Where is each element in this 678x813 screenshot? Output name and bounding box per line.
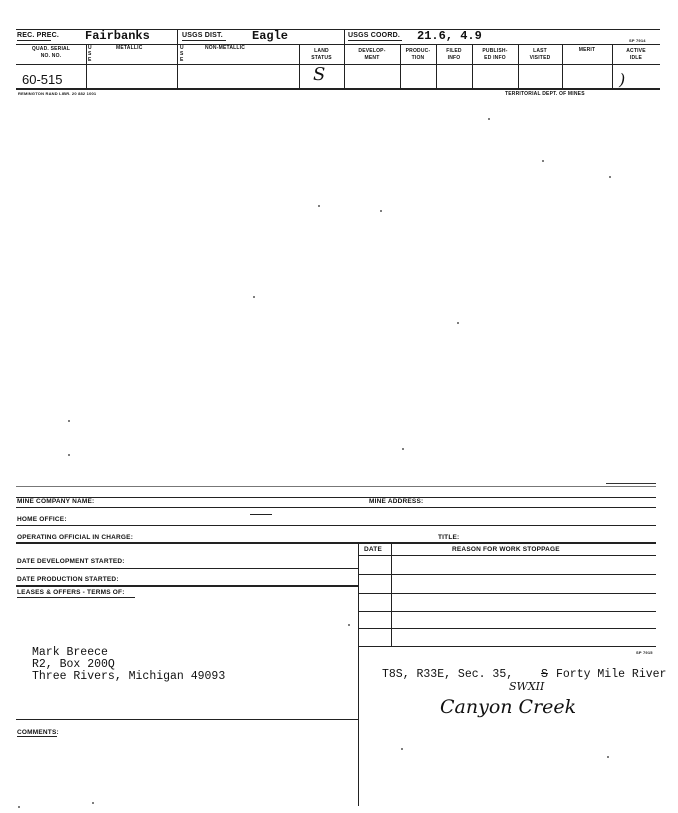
date-development-label: DATE DEVELOPMENT STARTED: [17, 558, 125, 565]
owner-address-line1: R2, Box 200Q [32, 658, 115, 671]
location-river: Forty Mile River [556, 668, 667, 681]
col-development: DEVELOP- MENT [358, 48, 386, 61]
form-number-top: SP 7914 [629, 38, 646, 43]
mine-address-label: MINE ADDRESS: [369, 498, 424, 505]
location-handwritten-creek: Canyon Creek [440, 696, 577, 718]
leases-label: LEASES & OFFERS - TERMS OF: [17, 589, 125, 596]
date-production-label: DATE PRODUCTION STARTED: [17, 576, 119, 583]
col-filed-info: FILED INFO [446, 48, 462, 61]
title-label: TITLE: [438, 534, 460, 541]
col-active-idle: ACTIVE IDLE [626, 48, 646, 61]
col-merit: MERIT [578, 47, 596, 53]
owner-name: Mark Breece [32, 646, 108, 659]
col-production: PRODUC- TION [405, 48, 431, 61]
home-office-label: HOME OFFICE: [17, 516, 67, 523]
comments-label: COMMENTS: [17, 729, 59, 736]
mine-company-label: MINE COMPANY NAME: [17, 498, 95, 505]
location-handwritten-quarter: SWXII [509, 680, 545, 693]
quad-serial-value: 60-515 [22, 72, 63, 87]
usgs-dist-value: Eagle [252, 29, 289, 43]
reason-column-label: REASON FOR WORK STOPPAGE [452, 546, 560, 553]
active-idle-mark: ) [619, 70, 626, 89]
usgs-coord-value: 21.6, 4.9 [417, 29, 482, 43]
land-status-value: S [313, 64, 326, 85]
owner-address-line2: Three Rivers, Michigan 49093 [32, 670, 226, 683]
col-published-info: PUBLISH- ED INFO [482, 48, 508, 61]
col-last-visited: LAST VISITED [529, 48, 551, 61]
col-non-metallic: NON-METALLIC [205, 45, 246, 51]
col-land-status: LAND STATUS [311, 48, 332, 61]
printer-line: REMINGTON RAND LIBR. 20 882 1001 [18, 91, 97, 96]
usgs-dist-label: USGS DIST. [182, 32, 223, 39]
col-use-metallic: U S E [88, 45, 92, 63]
operating-official-label: OPERATING OFFICIAL IN CHARGE: [17, 534, 134, 541]
usgs-coord-label: USGS COORD. [348, 32, 400, 39]
location-legal-description: T8S, R33E, Sec. 35, [382, 668, 514, 681]
col-use-nonmetallic: U S E [180, 45, 184, 63]
dept-line: TERRITORIAL DEPT. OF MINES [505, 91, 585, 97]
col-quad-serial: QUAD. SERIAL NO. NO. [31, 46, 71, 59]
form-number-bottom: SP 7915 [636, 650, 653, 655]
location-struck-quarter: S [541, 668, 548, 681]
rec-prec-label: REC. PREC. [17, 32, 60, 39]
date-column-label: DATE [364, 546, 383, 553]
rec-prec-value: Fairbanks [85, 29, 150, 43]
col-metallic: METALLIC [116, 45, 143, 51]
